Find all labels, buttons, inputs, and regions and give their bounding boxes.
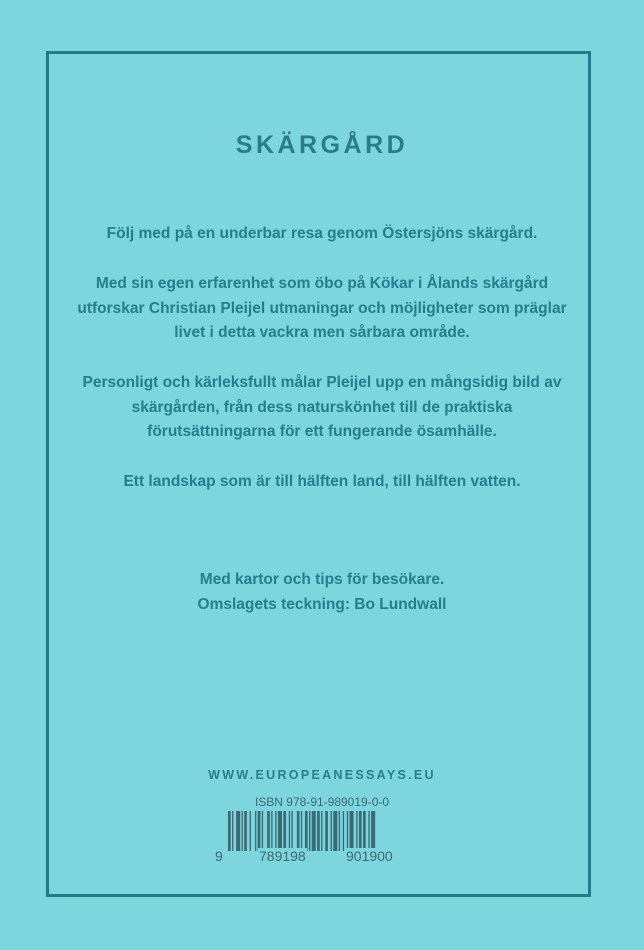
barcode-digit-group-1: 789198 <box>259 848 306 864</box>
blurb-paragraph-1: Följ med på en underbar resa genom Östersjöns skärgård. <box>106 225 538 242</box>
blurb-paragraph-2: Med sin egen erfarenhet som öbo på Kökar i Ålands skärgård utforskar Christian Pleijel utmaningar och möjligheter som präglar livet i detta vackra men sårbara område. <box>77 275 567 341</box>
barcode-digit-prefix: 9 <box>215 848 223 864</box>
barcode-digits <box>214 848 414 866</box>
website-link[interactable]: WWW.EUROPEANESSAYS.EU <box>208 768 436 782</box>
book-title: SKÄRGÅRD <box>235 131 409 159</box>
barcode-digit-group-2: 901900 <box>346 848 393 864</box>
isbn-label: ISBN 978-91-989019-0-0 <box>254 795 390 809</box>
blurb-paragraph-3: Personligt och kärleksfullt målar Pleijel upp en mångsidig bild av skärgården, från dess naturskönhet till de praktiska förutsättningarna för ett fungerande ösamhälle. <box>82 374 562 440</box>
blurb-paragraph-4: Ett landskap som är till hälften land, till hälften vatten. <box>123 473 521 490</box>
credit-illustration: Omslagets teckning: Bo Lundwall <box>197 596 447 613</box>
credit-maps: Med kartor och tips för besökare. <box>199 571 445 588</box>
